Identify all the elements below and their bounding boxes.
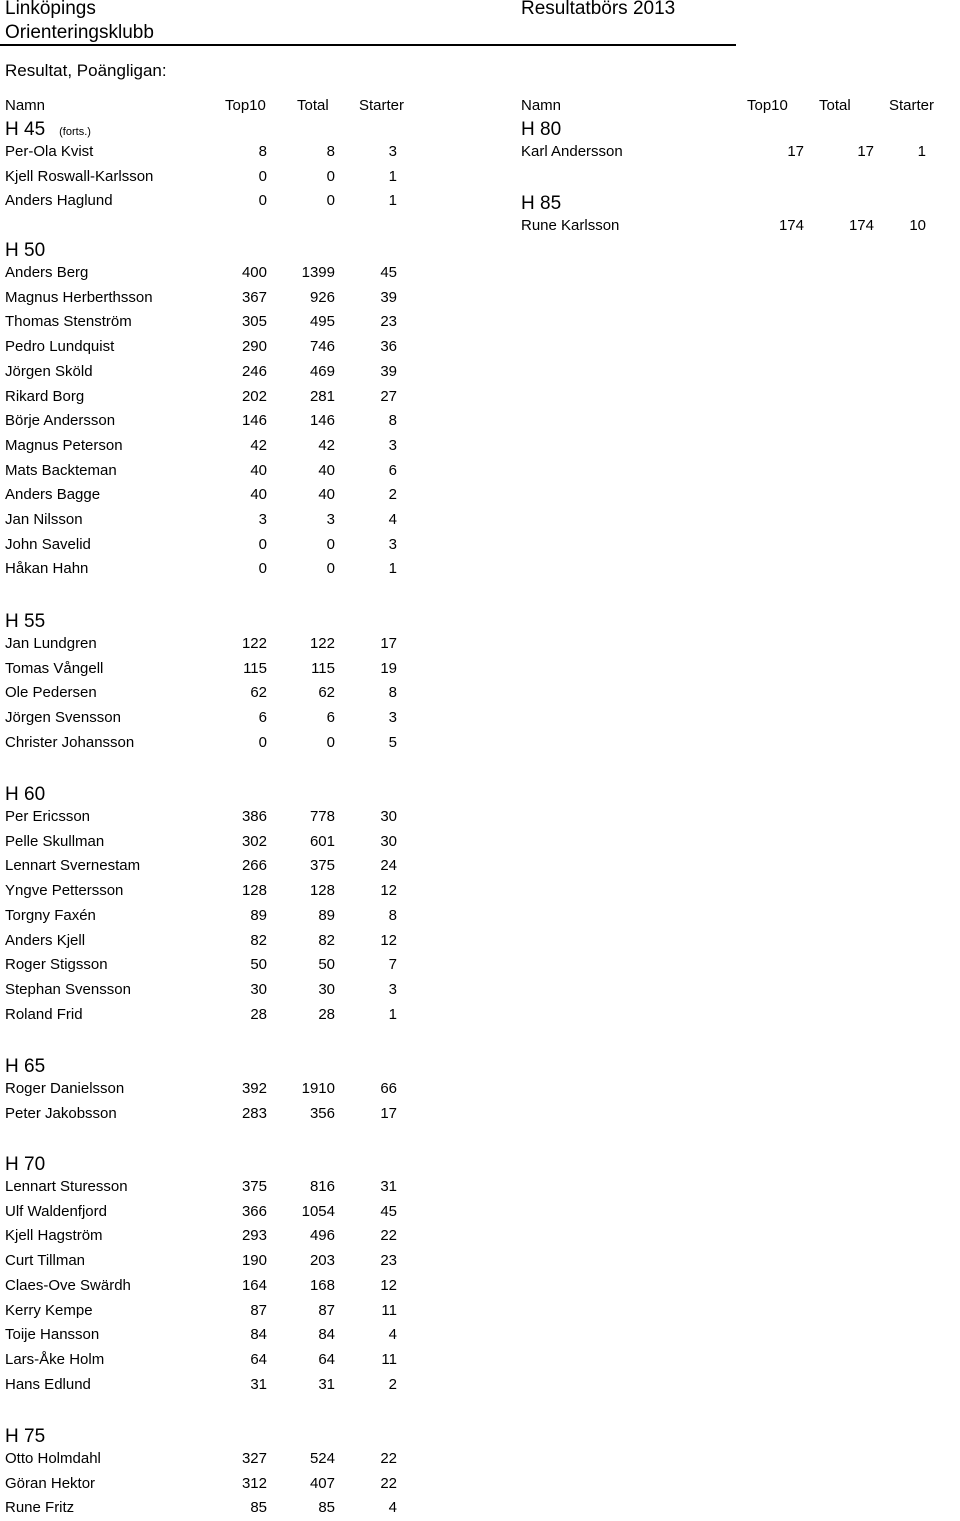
table-row — [5, 286, 405, 310]
total-points: 42 — [318, 436, 335, 454]
class-heading: H 60 — [5, 784, 46, 805]
top10-points: 3 — [258, 511, 267, 528]
table-row — [5, 681, 405, 705]
runner-name: Jörgen Svensson — [5, 709, 121, 727]
table-row — [5, 483, 405, 507]
top10-points: 8 — [258, 143, 267, 160]
top10-points: 327 — [241, 1450, 267, 1467]
total-points: 356 — [309, 1104, 335, 1122]
starts-count: 3 — [388, 535, 397, 553]
top10-points: 0 — [258, 167, 267, 185]
column-header-top10: Top10 — [747, 97, 788, 114]
starts-count: 39 — [380, 288, 397, 306]
table-row — [5, 904, 405, 928]
starts-count: 22 — [380, 1450, 397, 1467]
total-points: 40 — [318, 486, 335, 504]
runner-name: Anders Haglund — [5, 192, 113, 210]
total-points: 146 — [309, 412, 335, 430]
total-points: 203 — [309, 1252, 335, 1270]
table-row — [521, 214, 941, 238]
total-points: 816 — [309, 1178, 335, 1195]
starts-count: 4 — [388, 1326, 397, 1344]
table-row — [521, 140, 941, 164]
runner-name: Christer Johansson — [5, 733, 135, 751]
table-row — [5, 1102, 405, 1126]
starts-count: 8 — [388, 906, 397, 924]
runner-name: Rikard Borg — [5, 387, 85, 405]
class-heading: H 70 — [5, 1154, 46, 1175]
total-points: 1910 — [301, 1080, 335, 1097]
total-points: 469 — [309, 362, 335, 380]
total-points: 0 — [326, 167, 335, 185]
runner-name: Thomas Stenström — [5, 313, 132, 331]
top10-points: 266 — [241, 857, 267, 875]
starts-count: 1 — [388, 1005, 397, 1023]
table-row — [5, 310, 405, 334]
runner-name: Per-Ola Kvist — [5, 143, 94, 160]
starts-count: 4 — [388, 1499, 397, 1517]
top10-points: 202 — [241, 387, 267, 405]
table-row — [5, 854, 405, 878]
starts-count: 22 — [380, 1474, 397, 1492]
runner-name: Tomas Vångell — [5, 659, 104, 677]
table-row — [5, 385, 405, 409]
runner-name: Kerry Kempe — [5, 1301, 93, 1319]
table-row — [5, 1077, 405, 1101]
top10-points: 62 — [250, 684, 267, 702]
column-header-starts: Starter — [889, 97, 935, 114]
runner-name: Otto Holmdahl — [5, 1450, 101, 1467]
top10-points: 64 — [250, 1350, 267, 1368]
starts-count: 8 — [388, 412, 397, 430]
starts-count: 17 — [380, 635, 397, 652]
top10-points: 302 — [241, 832, 267, 850]
table-row — [5, 978, 405, 1002]
top10-points: 400 — [241, 264, 267, 281]
column-header-top10: Top10 — [225, 97, 266, 114]
total-points: 128 — [309, 882, 335, 900]
runner-name: Roger Stigsson — [5, 956, 108, 974]
total-points: 281 — [309, 387, 335, 405]
class-heading: H 45 (forts.) — [5, 119, 91, 140]
top10-points: 164 — [241, 1276, 267, 1294]
table-row — [5, 508, 405, 532]
document-title: Resultatbörs 2013 — [521, 0, 676, 19]
starts-count: 2 — [388, 1375, 397, 1393]
starts-count: 1 — [388, 167, 397, 185]
starts-count: 1 — [388, 560, 397, 578]
class-heading: H 85 — [521, 193, 562, 214]
table-row — [5, 632, 405, 656]
continued-note: (forts.) — [59, 126, 91, 138]
total-points: 495 — [309, 313, 335, 331]
top10-points: 87 — [250, 1301, 267, 1319]
runner-name: Ole Pedersen — [5, 684, 97, 702]
total-points: 174 — [848, 217, 874, 234]
starts-count: 12 — [380, 1276, 397, 1294]
starts-count: 11 — [381, 1301, 397, 1319]
runner-name: Jan Lundgren — [5, 635, 97, 652]
top10-points: 375 — [241, 1178, 267, 1195]
page-subtitle: Resultat, Poängligan: — [5, 61, 167, 80]
top10-points: 290 — [241, 338, 267, 356]
column-header-total: Total — [819, 97, 851, 114]
total-points: 8 — [326, 143, 335, 160]
top10-points: 6 — [258, 709, 267, 727]
top10-points: 0 — [258, 192, 267, 210]
table-row — [5, 434, 405, 458]
starts-count: 23 — [380, 1252, 397, 1270]
table-row — [5, 557, 405, 581]
top10-points: 0 — [258, 560, 267, 578]
runner-name: Jan Nilsson — [5, 511, 83, 528]
total-points: 168 — [309, 1276, 335, 1294]
starts-count: 66 — [380, 1080, 397, 1097]
top10-points: 50 — [250, 956, 267, 974]
total-points: 496 — [309, 1227, 335, 1245]
total-points: 122 — [309, 635, 335, 652]
runner-name: Per Ericsson — [5, 808, 91, 825]
starts-count: 27 — [380, 387, 397, 405]
runner-name: Magnus Herberthsson — [5, 288, 153, 306]
total-points: 0 — [326, 560, 335, 578]
total-points: 601 — [309, 832, 335, 850]
column-header-total: Total — [297, 97, 329, 114]
table-row — [5, 953, 405, 977]
runner-name: Magnus Peterson — [5, 436, 123, 454]
starts-count: 10 — [909, 217, 926, 234]
total-points: 85 — [318, 1499, 335, 1517]
starts-count: 2 — [388, 486, 397, 504]
table-row — [5, 1348, 405, 1372]
table-row — [5, 140, 405, 164]
runner-name: Göran Hektor — [5, 1474, 96, 1492]
starts-count: 24 — [380, 857, 397, 875]
top10-points: 82 — [250, 931, 267, 949]
starts-count: 19 — [380, 659, 397, 677]
runner-name: Jörgen Sköld — [5, 362, 93, 380]
starts-count: 4 — [388, 511, 397, 528]
starts-count: 12 — [380, 931, 397, 949]
top10-points: 312 — [241, 1474, 267, 1492]
total-points: 0 — [326, 192, 335, 210]
starts-count: 7 — [388, 956, 397, 974]
table-row — [5, 929, 405, 953]
total-points: 0 — [326, 733, 335, 751]
runner-name: Karl Andersson — [521, 143, 623, 160]
runner-name: Lennart Sturesson — [5, 1178, 128, 1195]
total-points: 84 — [318, 1326, 335, 1344]
runner-name: Roger Danielsson — [5, 1080, 125, 1097]
starts-count: 31 — [380, 1178, 397, 1195]
top10-points: 305 — [241, 313, 267, 331]
runner-name: Rune Fritz — [5, 1499, 75, 1517]
runner-name: Hans Edlund — [5, 1375, 91, 1393]
runner-name: Stephan Svensson — [5, 980, 131, 998]
runner-name: Pelle Skullman — [5, 832, 105, 850]
runner-name: Curt Tillman — [5, 1252, 86, 1270]
total-points: 30 — [318, 980, 335, 998]
starts-count: 12 — [380, 882, 397, 900]
table-row — [5, 879, 405, 903]
table-row — [5, 1472, 405, 1496]
top10-points: 366 — [241, 1202, 267, 1220]
total-points: 926 — [309, 288, 335, 306]
runner-name: Lars-Åke Holm — [5, 1350, 105, 1368]
table-row — [5, 533, 405, 557]
top10-points: 246 — [241, 362, 267, 380]
runner-name: Anders Kjell — [5, 931, 86, 949]
total-points: 89 — [318, 906, 335, 924]
table-row — [5, 1299, 405, 1323]
top10-points: 392 — [241, 1080, 267, 1097]
starts-count: 30 — [380, 808, 397, 825]
table-row — [5, 805, 405, 829]
total-points: 64 — [318, 1350, 335, 1368]
runner-name: Anders Bagge — [5, 486, 101, 504]
total-points: 6 — [326, 709, 335, 727]
table-row — [5, 335, 405, 359]
runner-name: Yngve Pettersson — [5, 882, 124, 900]
class-heading: H 75 — [5, 1426, 46, 1447]
starts-count: 36 — [380, 338, 397, 356]
table-row — [5, 1323, 405, 1347]
table-row — [5, 1496, 405, 1520]
top10-points: 190 — [241, 1252, 267, 1270]
top10-points: 40 — [250, 486, 267, 504]
top10-points: 85 — [250, 1499, 267, 1517]
top10-points: 28 — [250, 1005, 267, 1023]
total-points: 524 — [309, 1450, 335, 1467]
total-points: 82 — [318, 931, 335, 949]
top10-points: 0 — [258, 733, 267, 751]
starts-count: 17 — [380, 1104, 397, 1122]
starts-count: 3 — [388, 436, 397, 454]
starts-count: 45 — [380, 1202, 397, 1220]
total-points: 50 — [318, 956, 335, 974]
starts-count: 8 — [388, 684, 397, 702]
table-row — [5, 165, 405, 189]
table-row — [5, 1249, 405, 1273]
top10-points: 293 — [241, 1227, 267, 1245]
top10-points: 30 — [250, 980, 267, 998]
column-header-name: Namn — [5, 97, 46, 114]
runner-name: Anders Berg — [5, 264, 89, 281]
total-points: 0 — [326, 535, 335, 553]
total-points: 746 — [309, 338, 335, 356]
total-points: 17 — [857, 143, 874, 160]
top10-points: 174 — [778, 217, 804, 234]
table-row — [5, 1200, 405, 1224]
starts-count: 1 — [388, 192, 397, 210]
runner-name: Håkan Hahn — [5, 560, 89, 578]
runner-name: Peter Jakobsson — [5, 1104, 117, 1122]
table-row — [5, 731, 405, 755]
starts-count: 39 — [380, 362, 397, 380]
top10-points: 283 — [241, 1104, 267, 1122]
table-row — [5, 706, 405, 730]
table-row — [5, 459, 405, 483]
total-points: 87 — [318, 1301, 335, 1319]
table-row — [5, 1224, 405, 1248]
total-points: 778 — [309, 808, 335, 825]
top10-points: 0 — [258, 535, 267, 553]
top10-points: 128 — [241, 882, 267, 900]
runner-name: Roland Frid — [5, 1005, 83, 1023]
table-row — [5, 409, 405, 433]
header-divider — [0, 44, 736, 46]
total-points: 375 — [309, 857, 335, 875]
top10-points: 146 — [241, 412, 267, 430]
total-points: 1054 — [301, 1202, 335, 1220]
class-heading: H 80 — [521, 119, 562, 140]
column-header-starts: Starter — [359, 97, 405, 114]
table-row — [5, 360, 405, 384]
table-row — [5, 1274, 405, 1298]
runner-name: Rune Karlsson — [521, 217, 620, 234]
table-row — [5, 261, 405, 285]
table-row — [5, 1003, 405, 1027]
class-heading: H 55 — [5, 611, 46, 632]
starts-count: 22 — [380, 1227, 397, 1245]
table-row — [5, 657, 405, 681]
table-row — [5, 1447, 405, 1471]
top10-points: 40 — [250, 461, 267, 479]
top10-points: 367 — [241, 288, 267, 306]
runner-name: Pedro Lundquist — [5, 338, 115, 356]
top10-points: 386 — [241, 808, 267, 825]
club-name-line2: Orienteringsklubb — [5, 22, 154, 43]
class-heading: H 65 — [5, 1056, 46, 1077]
runner-name: Mats Backteman — [5, 461, 117, 479]
table-row — [5, 1373, 405, 1397]
starts-count: 11 — [381, 1350, 397, 1368]
top10-points: 122 — [241, 635, 267, 652]
total-points: 115 — [311, 659, 335, 677]
total-points: 40 — [318, 461, 335, 479]
starts-count: 45 — [380, 264, 397, 281]
total-points: 31 — [318, 1375, 335, 1393]
total-points: 407 — [309, 1474, 335, 1492]
runner-name: Kjell Roswall-Karlsson — [5, 167, 154, 185]
starts-count: 6 — [388, 461, 397, 479]
runner-name: Börje Andersson — [5, 412, 116, 430]
table-row — [5, 830, 405, 854]
total-points: 62 — [318, 684, 335, 702]
runner-name: Kjell Hagström — [5, 1227, 103, 1245]
top10-points: 115 — [243, 659, 267, 677]
starts-count: 1 — [917, 143, 926, 160]
top10-points: 17 — [787, 143, 804, 160]
runner-name: John Savelid — [5, 535, 91, 553]
top10-points: 31 — [250, 1375, 267, 1393]
starts-count: 5 — [388, 733, 397, 751]
runner-name: Claes-Ove Swärdh — [5, 1276, 131, 1294]
total-points: 28 — [318, 1005, 335, 1023]
table-row — [5, 1175, 405, 1199]
total-points: 3 — [326, 511, 335, 528]
top10-points: 42 — [250, 436, 267, 454]
runner-name: Ulf Waldenfjord — [5, 1202, 107, 1220]
starts-count: 3 — [388, 709, 397, 727]
column-header-name: Namn — [521, 97, 562, 114]
starts-count: 3 — [388, 980, 397, 998]
runner-name: Torgny Faxén — [5, 906, 96, 924]
club-name-line1: Linköpings — [5, 0, 96, 19]
total-points: 1399 — [301, 264, 335, 281]
top10-points: 89 — [250, 906, 267, 924]
runner-name: Toije Hansson — [5, 1326, 100, 1344]
table-row — [5, 189, 405, 213]
runner-name: Lennart Svernestam — [5, 857, 141, 875]
starts-count: 30 — [380, 832, 397, 850]
starts-count: 3 — [388, 143, 397, 160]
class-heading: H 50 — [5, 240, 46, 261]
starts-count: 23 — [380, 313, 397, 331]
top10-points: 84 — [250, 1326, 267, 1344]
